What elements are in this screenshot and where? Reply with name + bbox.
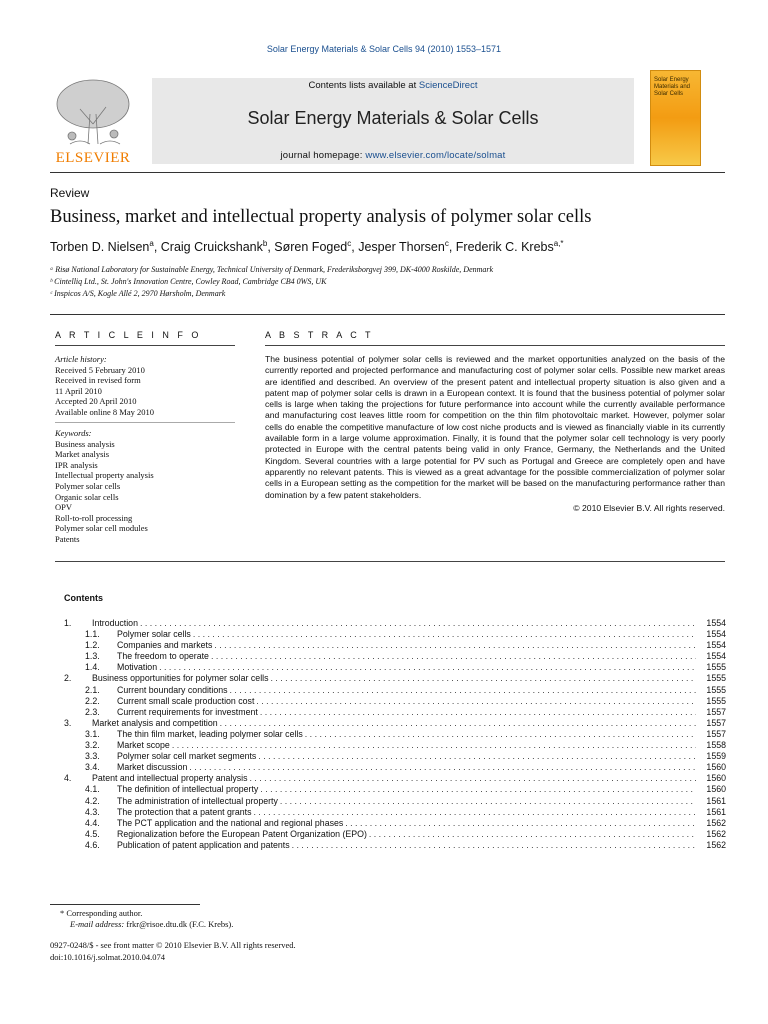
toc-number: 4.1. (85, 784, 100, 795)
toc-number: 3.3. (85, 751, 100, 762)
toc-page-number: 1555 (706, 684, 726, 695)
toc-label: Current requirements for investment (117, 706, 258, 717)
toc-leader-dots (193, 629, 696, 639)
toc-leader-dots (253, 807, 696, 817)
keywords-label: Keywords: (55, 428, 92, 438)
abstract-body (265, 354, 725, 514)
toc-leader-dots (250, 773, 696, 783)
toc-leader-dots (211, 651, 696, 661)
toc-page-number: 1555 (706, 673, 726, 684)
toc-number: 2. (64, 673, 72, 684)
toc-entry[interactable] (64, 796, 726, 807)
footnote-rule (50, 904, 200, 905)
keyword: Roll-to-roll processing (55, 512, 133, 523)
toc-entry[interactable] (64, 618, 726, 629)
toc-leader-dots (292, 840, 696, 850)
keyword: Patents (55, 533, 80, 544)
author-list: Torben D. Nielsen$^a$, Craig Cruickshank$^b$, Søren Foged$^c$, Jesper Thorsen$^c$, Frederik C. Krebs$^{a,*}$ (50, 239, 564, 255)
email-address[interactable]: frkr@risoe.dtu.dk (F.C. Krebs). (126, 919, 234, 929)
email-label: E-mail address: (70, 919, 125, 929)
toc-leader-dots (256, 696, 696, 706)
article-info-rule (55, 345, 235, 346)
toc-number: 1. (64, 618, 72, 628)
toc-number: 4.2. (85, 795, 100, 806)
toc-entry[interactable] (64, 729, 726, 740)
toc-page-number: 1557 (706, 728, 726, 739)
toc-page-number: 1555 (706, 662, 726, 673)
author-affil-marker: a (149, 239, 154, 248)
toc-page-number: 1561 (706, 806, 726, 817)
toc-label: Current boundary conditions (117, 684, 228, 695)
affiliation: ᵇ Cintelliq Ltd., St. John's Innovation Centre, Cowley Road, Cambridge CB4 0WS, UK (50, 277, 327, 286)
toc-entry[interactable] (64, 629, 726, 640)
toc-leader-dots (159, 662, 696, 672)
homepage-link[interactable]: www.elsevier.com/locate/solmat (365, 150, 506, 161)
keyword: IPR analysis (55, 459, 98, 470)
toc-entry[interactable] (64, 651, 726, 662)
toc-page-number: 1562 (706, 817, 726, 828)
toc-label: The PCT application and the national and regional phases (117, 817, 344, 828)
toc-entry[interactable] (64, 762, 726, 773)
toc-number: 4.4. (85, 817, 100, 828)
toc-entry[interactable] (64, 829, 726, 840)
elsevier-wordmark: ELSEVIER (55, 150, 131, 166)
toc-page-number: 1557 (706, 717, 726, 728)
toc-number: 1.4. (85, 662, 100, 673)
toc-label: Market analysis and competition (92, 717, 218, 728)
toc-label: Polymer solar cell market segments (117, 751, 257, 762)
toc-page-number: 1560 (706, 762, 726, 773)
toc-leader-dots (305, 729, 696, 739)
toc-number: 1.3. (85, 651, 100, 662)
toc-leader-dots (172, 740, 696, 750)
toc-entry[interactable] (64, 685, 726, 696)
toc-page-number: 1560 (706, 784, 726, 795)
toc-label: Companies and markets (117, 640, 213, 651)
author-affil-marker: c (347, 239, 352, 248)
toc-number: 3.2. (85, 740, 100, 751)
toc-label: Market scope (117, 740, 170, 751)
toc-leader-dots (230, 685, 696, 695)
toc-page-number: 1558 (706, 740, 726, 751)
abstract-text: The business potential of polymer solar cells is reviewed and the market opportunities analyzed on the basis of the currently reported and projected performance and manufacturing cost of polymer solar cells. Possible new market areas are identified and described. An overview of the present patent and intellectual property situation is also given and a patent map of polymer solar cells is drawn in a European context. It is found that the business potential of polymer solar cells is large when taking the projections for future performance into account while the currently available performance and manufacturing cost leaves little room for competition on the thin film photovoltaic market. However, polymer solar cells do enable the competitive manufacture of low cost niche products and is viewed as financially viable in its currently available form in a large volume approximation. Finally, it is found that the polymer solar cell technology is very poorly protected in Europe with the central patents being valid in only France, Germany, the Netherlands and the United Kingdom. Several countries with a large potential for PV such as Portugal and Greece are completely open and have apparently no relevant patents. This is viewed as a great advantage for the possible commercialization of polymer solar cells in a European setting as the competition for the market will be based on the manufacturing performance rather than domination by a few patent stakeholders. (265, 354, 725, 500)
keyword: Polymer solar cell modules (55, 523, 148, 534)
toc-leader-dots (345, 818, 696, 828)
toc-label: Business opportunities for polymer solar cells (92, 673, 269, 684)
toc-number: 1.1. (85, 629, 100, 640)
contents-title: Contents (64, 593, 103, 603)
history-line: Accepted 20 April 2010 (55, 396, 137, 407)
toc-entry[interactable] (64, 673, 726, 684)
abstract-rule (265, 345, 725, 346)
toc-page-number: 1561 (706, 795, 726, 806)
toc-page-number: 1562 (706, 828, 726, 839)
toc-number: 3. (64, 717, 72, 728)
cover-title: Solar Energy Materials and Solar Cells (654, 77, 691, 97)
toc-label: Introduction (92, 618, 138, 628)
toc-number: 4.3. (85, 806, 100, 817)
toc-label: Regionalization before the European Patent Organization (EPO) (117, 828, 367, 839)
keyword: Polymer solar cells (55, 480, 121, 491)
history-line: 11 April 2010 (55, 385, 102, 396)
toc-label: Polymer solar cells (117, 629, 191, 640)
issn-line: 0927-0248/$ - see front matter © 2010 Elsevier B.V. All rights reserved. (50, 940, 296, 950)
toc-label: The definition of intellectual property (117, 784, 259, 795)
toc-page-number: 1559 (706, 751, 726, 762)
toc-number: 4.5. (85, 828, 100, 839)
toc-number: 2.1. (85, 684, 100, 695)
keyword: Organic solar cells (55, 491, 119, 502)
article-type: Review (50, 186, 90, 200)
email-line (70, 919, 233, 929)
toc-entry[interactable] (64, 773, 726, 784)
toc-page-number: 1557 (706, 706, 726, 717)
toc-leader-dots (220, 718, 696, 728)
toc-entry[interactable] (64, 784, 726, 795)
toc-entry[interactable] (64, 840, 726, 851)
article-history (55, 354, 154, 418)
abstract-bottom-rule (55, 561, 725, 562)
toc-number: 3.1. (85, 728, 100, 739)
toc-page-number: 1555 (706, 695, 726, 706)
toc-number: 2.2. (85, 695, 100, 706)
toc-leader-dots (260, 707, 696, 717)
header-divider (50, 172, 725, 173)
title-divider (50, 314, 725, 315)
toc-page-number: 1554 (706, 640, 726, 651)
toc-entry[interactable] (64, 751, 726, 762)
toc-page-number: 1554 (706, 618, 726, 628)
toc-leader-dots (140, 618, 696, 628)
toc-page-number: 1554 (706, 651, 726, 662)
author-affil-marker: c (444, 239, 449, 248)
author-name[interactable]: Craig Cruickshank (160, 240, 263, 255)
toc-label: The protection that a patent grants (117, 806, 252, 817)
journal-homepage (152, 150, 634, 161)
toc-label: Motivation (117, 662, 158, 673)
toc-page-number: 1560 (706, 773, 726, 784)
journal-title: Solar Energy Materials & Solar Cells (247, 108, 539, 128)
journal-reference[interactable]: Solar Energy Materials & Solar Cells 94 (2010) 1553–1571 (266, 44, 502, 54)
toc-entry[interactable] (64, 740, 726, 751)
history-label: Article history: (55, 354, 107, 364)
article-info-heading: A R T I C L E I N F O (55, 330, 202, 340)
toc-label: Publication of patent application and patents (117, 839, 290, 850)
toc-entry[interactable] (64, 640, 726, 651)
author-affil-marker: a,* (553, 239, 564, 248)
toc-page-number: 1554 (706, 629, 726, 640)
author-name[interactable]: Frederik C. Krebs (455, 240, 554, 255)
author-name[interactable]: Torben D. Nielsen (50, 240, 150, 255)
toc-leader-dots (189, 762, 696, 772)
toc-label: Current small scale production cost (117, 695, 255, 706)
table-of-contents (64, 618, 726, 851)
toc-number: 3.4. (85, 762, 100, 773)
contents-available-line (152, 80, 634, 91)
toc-leader-dots (214, 640, 696, 650)
toc-entry[interactable] (64, 662, 726, 673)
sciencedirect-link[interactable]: ScienceDirect (418, 80, 478, 91)
toc-label: Patent and intellectual property analysis (92, 773, 248, 784)
keyword: Intellectual property analysis (55, 470, 154, 481)
toc-leader-dots (258, 751, 696, 761)
contents-prefix: Contents lists available at (308, 80, 419, 91)
history-line: Available online 8 May 2010 (55, 406, 154, 417)
author-name[interactable]: Jesper Thorsen (358, 240, 445, 255)
toc-leader-dots (280, 796, 696, 806)
toc-leader-dots (260, 784, 696, 794)
affiliation: ᵃ Risø National Laboratory for Sustainable Energy, Technical University of Denmark, Frederiksborgvej 399, DK-4000 Roskilde, Denmark (50, 265, 494, 274)
toc-label: The thin film market, leading polymer solar cells (117, 728, 303, 739)
history-line: Received in revised form (55, 375, 141, 386)
keywords-rule (55, 422, 235, 423)
keyword: OPV (55, 502, 73, 513)
toc-leader-dots (369, 829, 696, 839)
toc-page-number: 1562 (706, 839, 726, 850)
affiliation: ᶜ Inspicos A/S, Kogle Allé 2, 2970 Hørsholm, Denmark (50, 289, 226, 298)
history-line: Received 5 February 2010 (55, 364, 145, 375)
keyword: Market analysis (55, 449, 110, 460)
toc-number: 4.6. (85, 839, 100, 850)
toc-number: 4. (64, 773, 72, 784)
homepage-prefix: journal homepage: (280, 150, 366, 161)
toc-entry[interactable] (64, 707, 726, 718)
toc-number: 2.3. (85, 706, 100, 717)
toc-entry[interactable] (64, 696, 726, 707)
toc-label: Market discussion (117, 762, 188, 773)
abstract-copyright: © 2010 Elsevier B.V. All rights reserved. (573, 502, 725, 513)
toc-entry[interactable] (64, 718, 726, 729)
author-affil-marker: b (262, 239, 268, 248)
toc-entry[interactable] (64, 807, 726, 818)
toc-label: The freedom to operate (117, 651, 209, 662)
paper-title: Business, market and intellectual property analysis of polymer solar cells (50, 207, 592, 227)
keyword: Business analysis (55, 438, 115, 449)
author-name[interactable]: Søren Foged (274, 240, 348, 255)
toc-leader-dots (271, 673, 696, 683)
journal-cover-image[interactable] (650, 70, 701, 166)
toc-number: 1.2. (85, 640, 100, 651)
keywords-list (55, 428, 154, 545)
toc-entry[interactable] (64, 818, 726, 829)
corresponding-author-note: * Corresponding author. (60, 908, 143, 918)
abstract-heading: A B S T R A C T (265, 330, 374, 340)
doi-link[interactable]: doi:10.1016/j.solmat.2010.04.074 (50, 952, 165, 962)
toc-label: The administration of intellectual property (117, 795, 278, 806)
